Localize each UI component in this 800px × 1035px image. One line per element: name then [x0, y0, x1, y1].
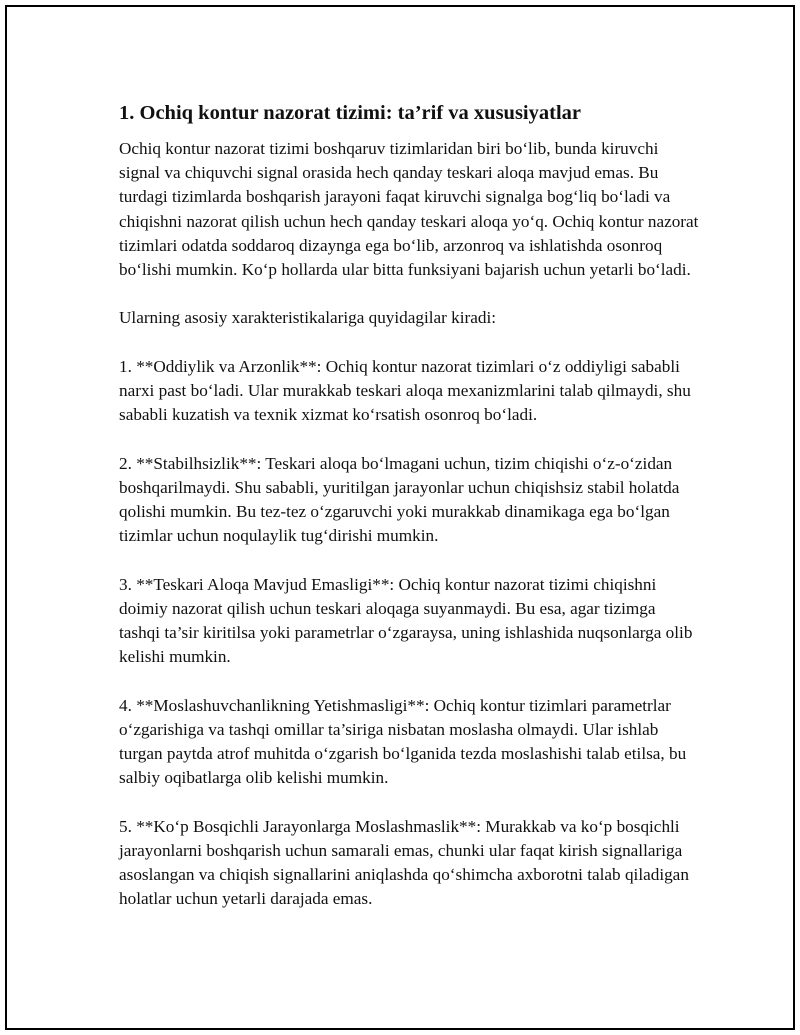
list-item: 4. **Moslashuvchanlikning Yetishmasligi**: Ochiq kontur tizimlari parametrlar o‘zgarishiga va tashqi omillar ta’siriga nisbatan moslasha olmaydi. Ular ishlab turgan paytda atrof muhitda o‘zgarish bo‘lganida tezda moslashishi talab etilsa, bu salbiy oqibatlarga olib kelishi mumkin. [119, 695, 687, 788]
list-item: 5. **Ko‘p Bosqichli Jarayonlarga Moslashmaslik**: Murakkab va ko‘p bosqichli jarayonlarni boshqarish uchun samarali emas, chunki ular faqat kirish signallariga asoslangan va chiqish signallarini aniqlashda qo‘shimcha axborotni talab qiladigan holatlar uchun yetarli darajada emas. [119, 816, 689, 909]
lead-paragraph: Ularning asosiy xarakteristikalariga quyidagilar kiradi: [119, 308, 497, 328]
document-title: 1. Ochiq kontur nazorat tizimi: ta’rif va xususiyatlar [119, 102, 581, 124]
intro-paragraph: Ochiq kontur nazorat tizimi boshqaruv tizimlaridan biri bo‘lib, bunda kiruvchi signal va chiquvchi signal orasida hech qanday teskari aloqa mavjud emas. Bu turdagi tizimlarda boshqarish jarayoni faqat kiruvchi signalga bog‘liq bo‘ladi va chiqishni nazorat qilish uchun hech qanday teskari aloqa yo‘q. Ochiq kontur nazorat tizimlari odatda soddaroq dizaynga ega bo‘lib, arzonroq va ishlatishda osonroq bo‘lishi mumkin. Ko‘p hollarda ular bitta funksiyani bajarish uchun yetarli bo‘ladi. [119, 139, 699, 280]
document-body [119, 99, 699, 936]
list-item: 2. **Stabilhsizlik**: Teskari aloqa bo‘lmagani uchun, tizim chiqishi o‘z-o‘zidan boshqarilmaydi. Shu sababli, yuritilgan jarayonlar uchun chiqishsiz stabil holatda qolishi mumkin. Bu tez-tez o‘zgaruvchi yoki murakkab dinamikaga ega bo‘lgan tizimlar uchun noqulaylik tug‘dirishi mumkin. [119, 453, 680, 546]
page-frame [5, 5, 795, 1030]
list-item: 3. **Teskari Aloqa Mavjud Emasligi**: Ochiq kontur nazorat tizimi chiqishni doimiy nazorat qilish uchun teskari aloqaga suyanmaydi. Bu esa, agar tizimga tashqi ta’sir kiritilsa yoki parametrlar o‘zgaraysa, uning ishlashida nuqsonlarga olib kelishi mumkin. [119, 574, 693, 667]
list-item: 1. **Oddiylik va Arzonlik**: Ochiq kontur nazorat tizimlari o‘z oddiyligi sababli narxi past bo‘ladi. Ular murakkab teskari aloqa mexanizmlarini talab qilmaydi, shu sababli kuzatish va texnik xizmat ko‘rsatish osonroq bo‘ladi. [119, 356, 691, 425]
